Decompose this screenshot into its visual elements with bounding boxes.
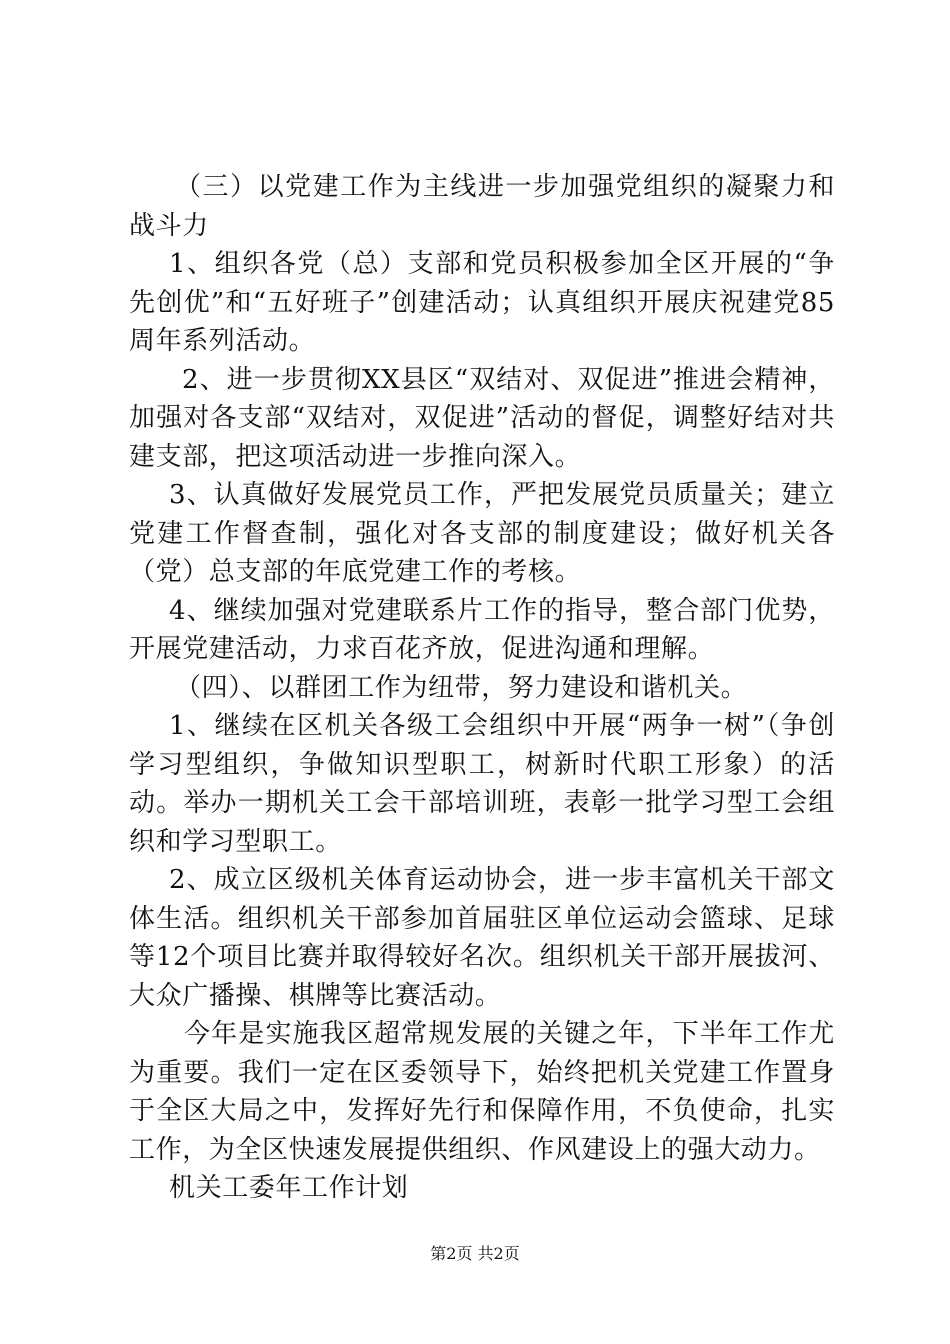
paragraph-item-2b: 2、成立区级机关体育运动协会，进一步丰富机关干部文体生活。组织机关干部参加首届驻区单位运动会篮球、足球等12个项目比赛并取得较好名次。组织机关干部开展拔河、大众广播操、棋牌等比赛活动。 bbox=[129, 865, 835, 1011]
document-body bbox=[129, 168, 835, 1208]
section-heading-three: （三）以党建工作为主线进一步加强党组织的凝聚力和战斗力 bbox=[129, 172, 835, 241]
paragraph-item-1b: 1、继续在区机关各级工会组织中开展“两争一树”（争创学习型组织，争做知识型职工，树新时代职工形象）的活动。举办一期机关工会干部培训班，表彰一批学习型工会组织和学习型职工。 bbox=[129, 711, 835, 857]
paragraph-conclusion: 今年是实施我区超常规发展的关键之年，下半年工作尤为重要。我们一定在区委领导下，始终把机关党建工作置身于全区大局之中，发挥好先行和保障作用，不负使命，扎实工作，为全区快速发展提供组织、作风建设上的强大动力。 bbox=[129, 1019, 835, 1165]
paragraph-item-1: 1、组织各党（总）支部和党员积极参加全区开展的“争先创优”和“五好班子”创建活动；认真组织开展庆祝建党85周年系列活动。 bbox=[129, 249, 835, 356]
paragraph-item-2: 2、进一步贯彻XX县区“双结对、双促进”推进会精神，加强对各支部“双结对，双促进”活动的督促，调整好结对共建支部，把这项活动进一步推向深入。 bbox=[129, 364, 835, 472]
paragraph-item-3: 3、认真做好发展党员工作，严把发展党员质量关；建立党建工作督查制，强化对各支部的制度建设；做好机关各（党）总支部的年底党建工作的考核。 bbox=[129, 480, 835, 587]
page-footer: 第2页 共2页 bbox=[430, 1244, 520, 1263]
document-closing-title: 机关工委年工作计划 bbox=[169, 1173, 409, 1203]
section-heading-four: （四）、以群团工作为纽带，努力建设和谐机关。 bbox=[175, 672, 748, 703]
paragraph-item-4: 4、继续加强对党建联系片工作的指导，整合部门优势，开展党建活动，力求百花齐放，促进沟通和理解。 bbox=[129, 595, 835, 664]
